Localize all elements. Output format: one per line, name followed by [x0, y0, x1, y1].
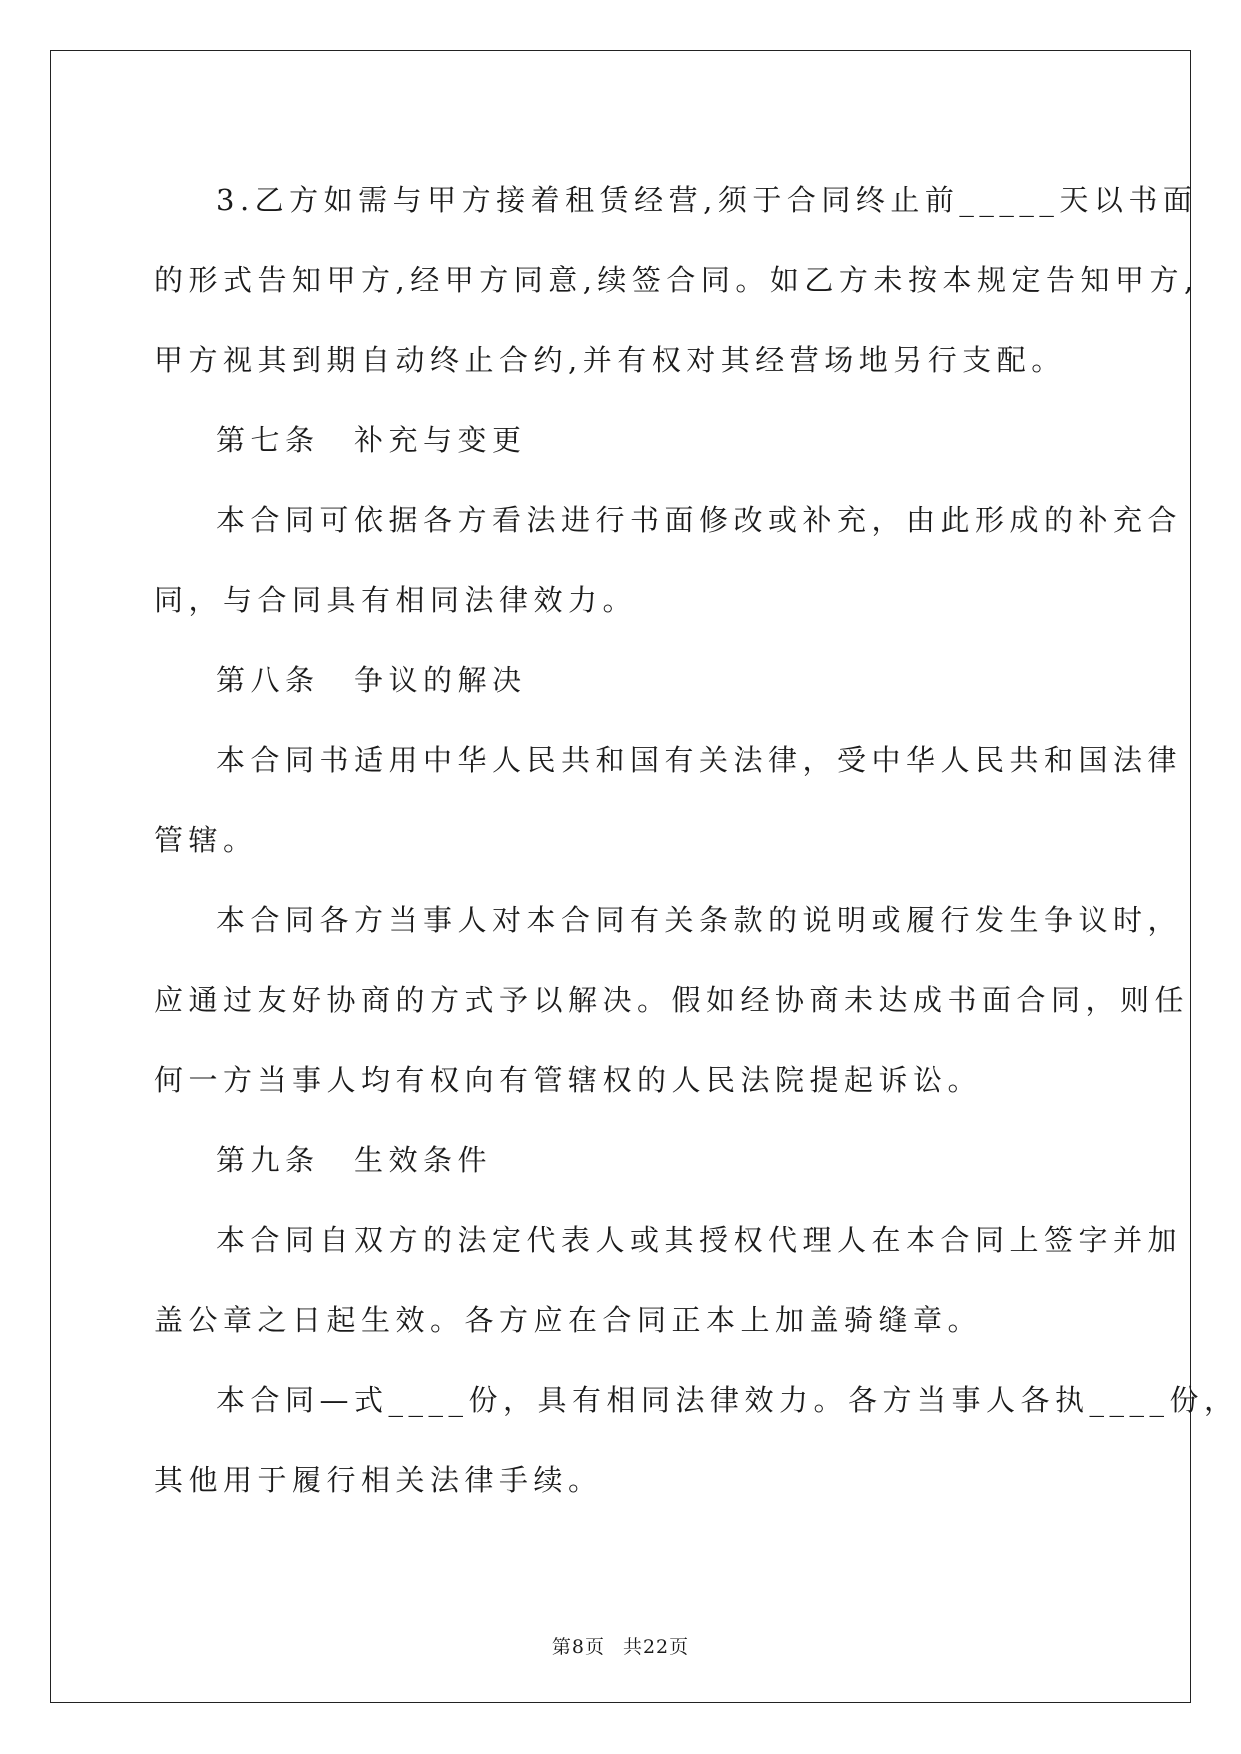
- paragraph-line: 本合同各方当事人对本合同有关条款的说明或履行发生争议时，: [216, 903, 1183, 937]
- paragraph-line: 本合同自双方的法定代表人或其授权代理人在本合同上签字并加: [216, 1223, 1183, 1257]
- paragraph-line: 同，与合同具有相同法律效力。: [154, 583, 638, 617]
- paragraph-line: 本合同—式____份，具有相同法律效力。各方当事人各执____份，: [216, 1383, 1239, 1417]
- section-heading: 第九条 生效条件: [216, 1143, 493, 1177]
- total-pages: 共22页: [622, 1636, 690, 1658]
- paragraph-line: 3.乙方如需与甲方接着租赁经营,须于合同终止前_____天以书面: [216, 183, 1198, 217]
- section-heading: 第八条 争议的解决: [216, 663, 527, 697]
- paragraph-line: 本合同书适用中华人民共和国有关法律，受中华人民共和国法律: [216, 743, 1183, 777]
- document-body: [154, 160, 1239, 1520]
- page-footer: [0, 1632, 1241, 1659]
- paragraph-line: 其他用于履行相关法律手续。: [154, 1463, 603, 1497]
- paragraph-line: 的形式告知甲方,经甲方同意,续签合同。如乙方未按本规定告知甲方,: [154, 263, 1199, 297]
- paragraph-line: 盖公章之日起生效。各方应在合同正本上加盖骑缝章。: [154, 1303, 983, 1337]
- section-heading: 第七条 补充与变更: [216, 423, 527, 457]
- paragraph-line: 何一方当事人均有权向有管辖权的人民法院提起诉讼。: [154, 1063, 983, 1097]
- paragraph-line: 应通过友好协商的方式予以解决。假如经协商未达成书面合同，则任: [154, 983, 1190, 1017]
- paragraph-line: 本合同可依据各方看法进行书面修改或补充，由此形成的补充合: [216, 503, 1183, 537]
- page-number: 第8页: [551, 1636, 605, 1658]
- paragraph-line: 甲方视其到期自动终止合约,并有权对其经营场地另行支配。: [154, 343, 1066, 377]
- paragraph-line: 管辖。: [154, 823, 258, 857]
